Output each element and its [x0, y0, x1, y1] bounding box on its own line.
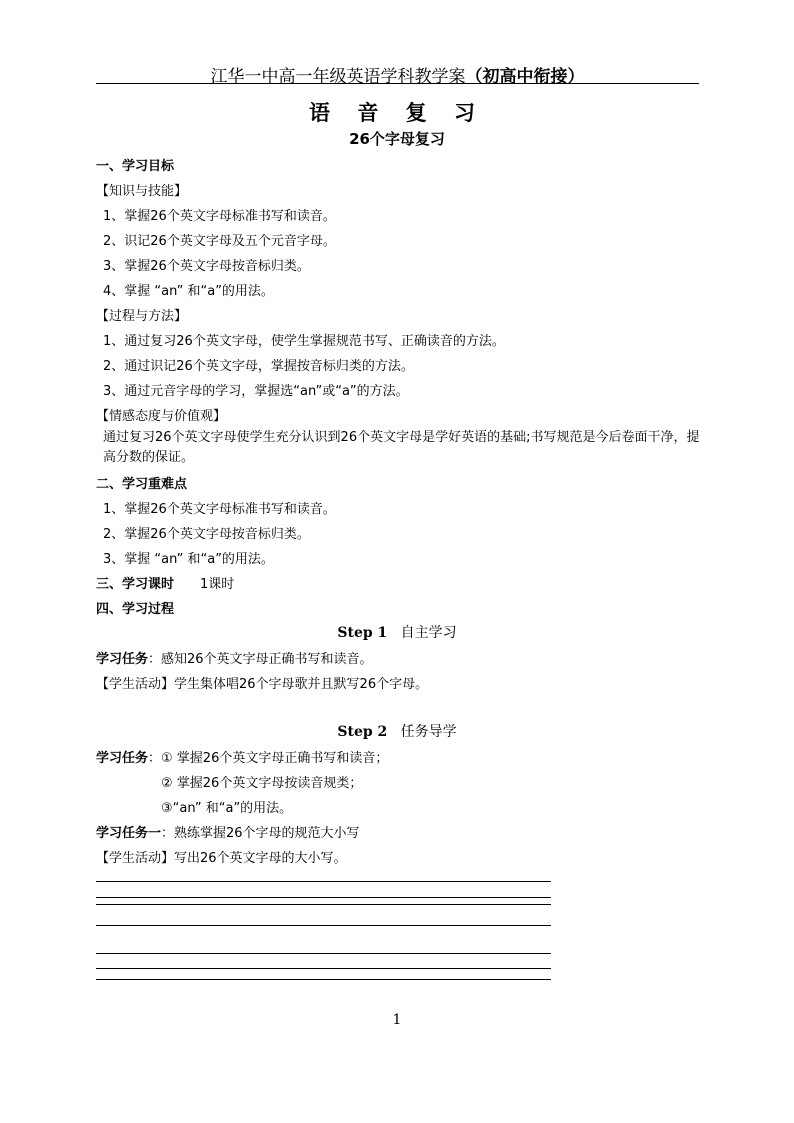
section4-heading: 四、学习过程 [96, 602, 175, 617]
process-item: 2、通过识记26个英文字母，掌握按音标归类的方法。 [103, 359, 414, 374]
section1-heading: 一、学习目标 [96, 159, 175, 174]
knowledge-item: 1、掌握26个英文字母标准书写和读音。 [103, 209, 336, 224]
process-heading: 【过程与方法】 [96, 309, 188, 324]
keypoint-item: 2、掌握26个英文字母按音标归类。 [103, 527, 310, 542]
knowledge-item: 2、识记26个英文字母及五个元音字母。 [103, 234, 336, 249]
step2-task1-label: 学习任务一 [96, 826, 162, 841]
step1-label: Step 1 [337, 625, 388, 641]
process-item: 1、通过复习26个英文字母，使学生掌握规范书写、正确读音的方法。 [103, 334, 505, 349]
document-subtitle: 26个字母复习 [349, 130, 445, 148]
writing-line [96, 897, 551, 898]
keypoint-item: 1、掌握26个英文字母标准书写和读音。 [103, 502, 336, 517]
knowledge-item: 3、掌握26个英文字母按音标归类。 [103, 259, 310, 274]
knowledge-item: 4、掌握 “an” 和“a”的用法。 [103, 284, 274, 299]
knowledge-heading: 【知识与技能】 [96, 184, 188, 199]
step2-label: Step 2 [337, 724, 388, 740]
writing-line [96, 953, 551, 954]
step2-task-item: ② 掌握26个英文字母按读音规类； [161, 776, 363, 791]
section3-heading: 三、学习课时 [96, 577, 175, 592]
section2-heading: 二、学习重难点 [96, 477, 188, 492]
writing-line [96, 968, 551, 969]
step1-title: 自主学习 [400, 625, 457, 641]
writing-line [96, 904, 551, 905]
step2-task1 [96, 822, 360, 841]
step2-task [96, 747, 388, 766]
step2-task1-text: ：熟练掌握26个字母的规范大小写 [161, 826, 360, 841]
step1-task [96, 648, 373, 667]
document-title: 语 音 复 习 [309, 101, 485, 125]
step2-title: 任务导学 [400, 724, 457, 740]
step2-task-item: ：① 掌握26个英文字母正确书写和读音； [148, 751, 389, 766]
keypoint-item: 3、掌握 “an” 和“a”的用法。 [103, 552, 274, 567]
writing-line [96, 979, 551, 980]
page-number: 1 [392, 1012, 402, 1028]
step1-heading [0, 622, 794, 642]
header-text: 江华一中高一年级英语学科教学案 [210, 67, 466, 87]
step1-task-text: ：感知26个英文字母正确书写和读音。 [148, 652, 373, 667]
step1-activity: 【学生活动】学生集体唱26个字母歌并且默写26个字母。 [96, 677, 429, 692]
step2-activity: 【学生活动】写出26个英文字母的大小写。 [96, 851, 347, 866]
header-rule [96, 83, 699, 84]
lesson-hours-value: 1课时 [200, 577, 235, 592]
process-item: 3、通过元音字母的学习，掌握选“an”或“a”的方法。 [103, 384, 409, 399]
attitude-heading: 【情感态度与价值观】 [96, 409, 227, 424]
attitude-paragraph: 通过复习26个英文字母使学生充分认识到26个英文字母是学好英语的基础;书写规范是今后卷面干净，提高分数的保证。 [103, 430, 700, 465]
step2-heading [0, 721, 794, 741]
step1-task-label: 学习任务 [96, 652, 149, 667]
header-bold-text: （初高中衔接） [465, 67, 585, 87]
step2-task-label: 学习任务 [96, 751, 149, 766]
writing-line [96, 925, 551, 926]
step2-task-item: ③“an” 和“a”的用法。 [161, 801, 293, 816]
writing-line [96, 881, 551, 882]
